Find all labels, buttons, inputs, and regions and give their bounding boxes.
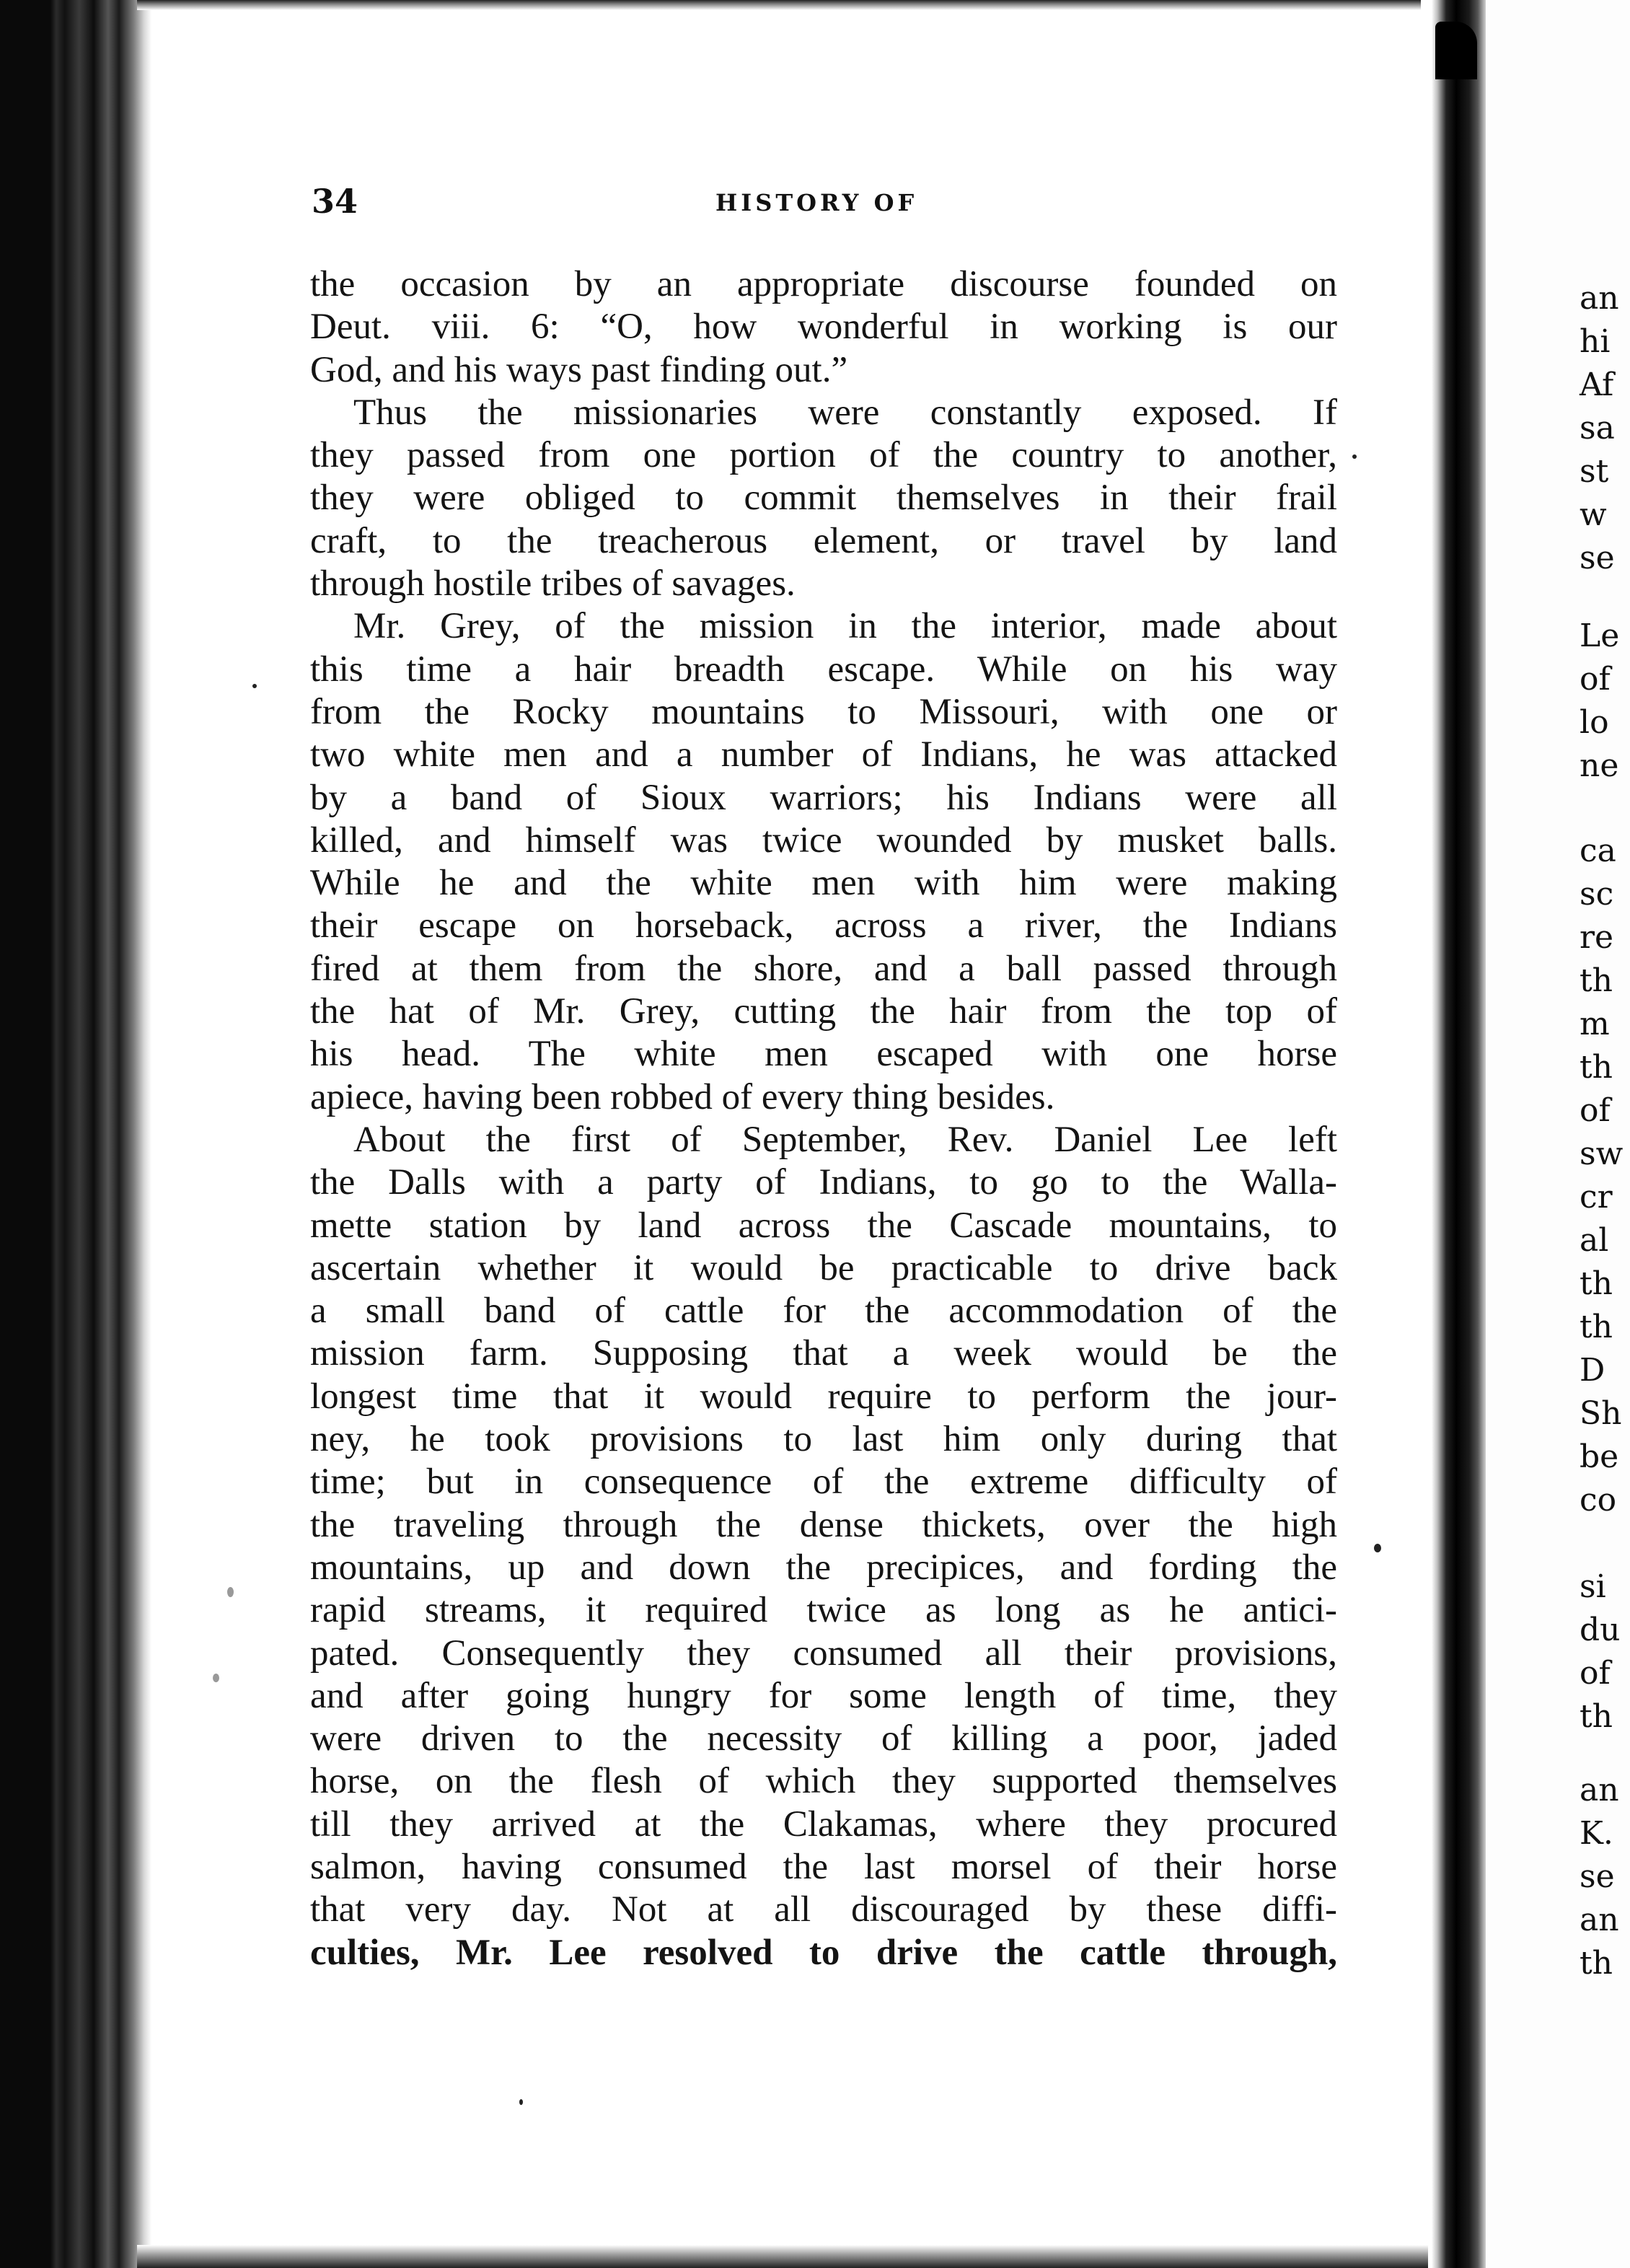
- body-line: Mr. Grey, of the mission in the interior, made about: [353, 606, 1337, 647]
- facing-page-line: Sh: [1580, 1395, 1622, 1432]
- body-line: God, and his ways past finding out.”: [310, 349, 848, 390]
- body-line: his head. The white men escaped with one horse: [310, 1034, 1337, 1075]
- facing-page-line: du: [1580, 1612, 1621, 1648]
- body-line: they were obliged to commit themselves in their frail: [310, 478, 1337, 519]
- facing-page-line: w: [1580, 496, 1607, 533]
- body-line: till they arrived at the Clakamas, where they procured: [310, 1803, 1337, 1845]
- body-line: ascertain whether it would be practicable to drive back: [310, 1247, 1337, 1288]
- facing-page-line: m: [1580, 1006, 1610, 1042]
- print-speck: [227, 1587, 234, 1597]
- facing-page-line: K.: [1580, 1815, 1613, 1852]
- facing-page-line: ca: [1580, 832, 1616, 869]
- body-line: two white men and a number of Indians, he was attacked: [310, 734, 1337, 775]
- facing-page-line: th: [1580, 1049, 1613, 1086]
- body-line: horse, on the flesh of which they supported themselves: [310, 1761, 1337, 1802]
- facing-page-line: be: [1580, 1438, 1619, 1475]
- print-speck: [1352, 454, 1357, 459]
- body-line: fired at them from the shore, and a ball passed through: [310, 948, 1337, 989]
- print-speck: [213, 1674, 219, 1682]
- facing-page-line: an: [1580, 1772, 1619, 1808]
- facing-page-line: th: [1580, 1698, 1613, 1735]
- print-speck: [252, 684, 257, 688]
- body-line: ney, he took provisions to last him only during that: [310, 1419, 1337, 1460]
- running-head: HISTORY OF: [715, 189, 918, 216]
- facing-page-line: al: [1580, 1222, 1609, 1259]
- body-line: this time a hair breadth escape. While on his way: [310, 649, 1337, 690]
- body-line: the traveling through the dense thickets, over the high: [310, 1504, 1337, 1545]
- facing-page-line: sc: [1580, 876, 1614, 913]
- facing-page-line: th: [1580, 1265, 1613, 1302]
- facing-page-line: Af: [1580, 366, 1614, 403]
- body-line: apiece, having been robbed of every thing besides.: [310, 1076, 1055, 1117]
- body-line: mission farm. Supposing that a week would be the: [310, 1333, 1337, 1374]
- body-line: Thus the missionaries were constantly exposed. If: [353, 392, 1337, 433]
- body-line: mountains, up and down the precipices, and fording the: [310, 1547, 1337, 1588]
- page-divider: [1432, 0, 1486, 2268]
- facing-page-line: an: [1580, 280, 1619, 317]
- facing-page-line: re: [1580, 919, 1614, 956]
- body-line: About the first of September, Rev. Daniel Lee left: [353, 1119, 1337, 1160]
- body-line: salmon, having consumed the last morsel of their horse: [310, 1846, 1337, 1887]
- facing-page-line: hi: [1580, 323, 1611, 360]
- body-line: that very day. Not at all discouraged by these diffi-: [310, 1889, 1337, 1930]
- body-line: through hostile tribes of savages.: [310, 563, 796, 605]
- body-text: [310, 263, 1337, 1974]
- facing-page-line: th: [1580, 962, 1613, 999]
- facing-page-line: st: [1580, 453, 1609, 490]
- facing-page-line: sw: [1580, 1135, 1624, 1172]
- page-header: [312, 182, 1336, 225]
- body-line: pated. Consequently they consumed all their provisions,: [310, 1632, 1337, 1674]
- body-line: craft, to the treacherous element, or travel by land: [310, 520, 1337, 561]
- print-speck: [519, 2099, 523, 2105]
- facing-page-line: si: [1580, 1568, 1606, 1605]
- body-line: were driven to the necessity of killing a poor, jaded: [310, 1718, 1337, 1759]
- body-line: the hat of Mr. Grey, cutting the hair from the top of: [310, 991, 1337, 1032]
- body-line: from the Rocky mountains to Missouri, with one or: [310, 691, 1337, 732]
- body-line: rapid streams, it required twice as long as he antici-: [310, 1590, 1337, 1631]
- body-line: a small band of cattle for the accommodation of the: [310, 1291, 1337, 1332]
- facing-page-line: Le: [1580, 617, 1620, 654]
- body-line: they passed from one portion of the country to another,: [310, 435, 1337, 476]
- facing-page-line: lo: [1580, 704, 1609, 741]
- body-line: killed, and himself was twice wounded by musket balls.: [310, 819, 1337, 861]
- facing-page-line: th: [1580, 1945, 1613, 1982]
- facing-page-fragment: [1486, 0, 1630, 2268]
- facing-page-line: se: [1580, 540, 1615, 576]
- page-bottom-edge: [137, 2245, 1428, 2268]
- page-number: 34: [312, 182, 358, 221]
- print-speck: [1374, 1544, 1381, 1552]
- facing-page-line: an: [1580, 1902, 1619, 1938]
- body-line: time; but in consequence of the extreme difficulty of: [310, 1462, 1337, 1503]
- book-binding: [0, 0, 151, 2268]
- facing-page-line: th: [1580, 1309, 1613, 1345]
- body-line: their escape on horseback, across a river, the Indians: [310, 905, 1337, 946]
- body-line: longest time that it would require to perform the jour-: [310, 1376, 1337, 1417]
- body-line: mette station by land across the Cascade mountains, to: [310, 1205, 1337, 1246]
- body-line: the Dalls with a party of Indians, to go to the Walla-: [310, 1162, 1337, 1203]
- body-line: While he and the white men with him were making: [310, 863, 1337, 904]
- facing-page-line: se: [1580, 1858, 1615, 1895]
- body-line: by a band of Sioux warriors; his Indians were all: [310, 777, 1337, 818]
- facing-page-line: co: [1580, 1482, 1617, 1518]
- page-top-edge: [137, 0, 1421, 10]
- body-line: and after going hungry for some length of time, they: [310, 1675, 1337, 1716]
- page-divider-cap: [1435, 22, 1477, 79]
- facing-page-line: D: [1580, 1352, 1605, 1389]
- facing-page-line: ne: [1580, 747, 1619, 784]
- facing-page-line: of: [1580, 1655, 1611, 1692]
- body-line: the occasion by an appropriate discourse founded on: [310, 264, 1337, 304]
- facing-page-line: sa: [1580, 410, 1615, 447]
- body-line: Deut. viii. 6: “O, how wonderful in working is our: [310, 307, 1337, 348]
- facing-page-line: cr: [1580, 1179, 1613, 1216]
- facing-page-line: of: [1580, 661, 1611, 698]
- body-line: culties, Mr. Lee resolved to drive the cattle through,: [310, 1932, 1337, 1973]
- facing-page-line: of: [1580, 1092, 1611, 1129]
